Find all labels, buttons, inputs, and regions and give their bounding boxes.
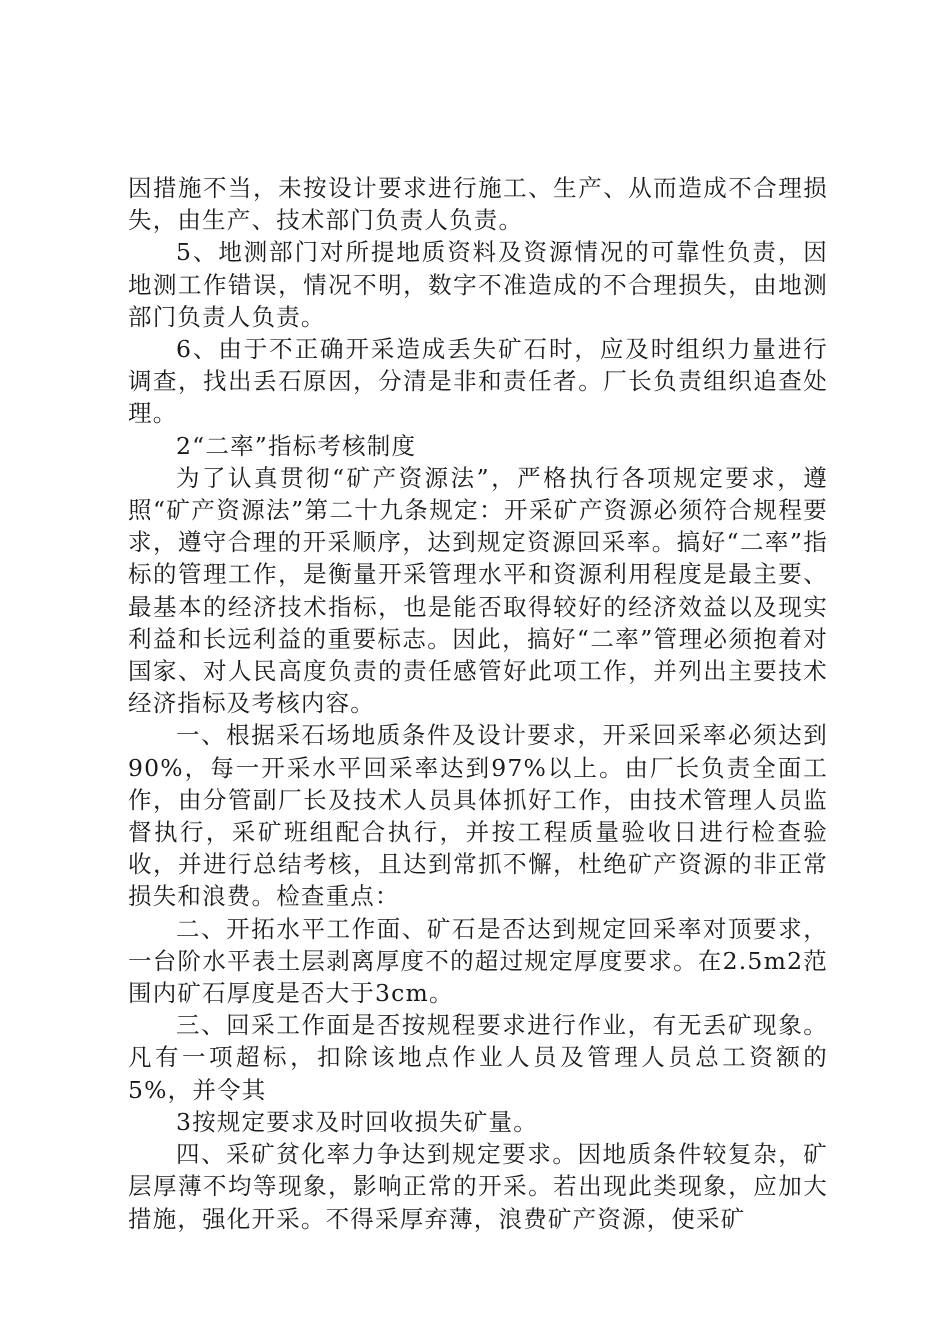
- document-body: [128, 172, 828, 1235]
- paragraph-item-5: 5、地测部门对所提地质资料及资源情况的可靠性负责，因地测工作错误，情况不明，数字不准造成的不合理损失，由地测部门负责人负责。: [128, 238, 828, 331]
- section-heading: 2“二率”指标考核制度: [176, 431, 417, 460]
- paragraph-point-4: 四、采矿贫化率力争达到规定要求。因地质条件较复杂，矿层厚薄不均等现象，影响正常的开采。若出现此类现象，应加大措施，强化开采。不得采厚弃薄，浪费矿产资源，使采矿: [128, 1140, 828, 1233]
- paragraph-point-1: 一、根据采石场地质条件及设计要求，开采回采率必须达到90%，每一开采水平回采率达到97%以上。由厂长负责全面工作，由分管副厂长及技术人员具体抓好工作，由技术管理人员监督执行，采矿班组配合执行，并按工程质量验收日进行检查验收，并进行总结考核，且达到常抓不懈，杜绝矿产资源的非正常损失和浪费。检查重点：: [128, 721, 828, 911]
- paragraph-recovery: 3按规定要求及时回收损失矿量。: [176, 1107, 538, 1136]
- paragraph-point-3: 三、回采工作面是否按规程要求进行作业，有无丢矿现象。凡有一项超标，扣除该地点作业人员及管理人员总工资额的5%，并令其: [128, 1011, 828, 1104]
- paragraph-point-2: 二、开拓水平工作面、矿石是否达到规定回采率对顶要求，一台阶水平表土层剥离厚度不的超过规定厚度要求。在2.5m2范围内矿石厚度是否大于3cm。: [128, 914, 828, 1008]
- paragraph-intro: 为了认真贯彻“矿产资源法”，严格执行各项规定要求，遵照“矿产资源法”第二十九条规定：开采矿产资源必须符合规程要求，遵守合理的开采顺序，达到规定资源回采率。搞好“二率”指标的管理工作，是衡量开采管理水平和资源利用程度是最主要、最基本的经济技术指标，也是能否取得较好的经济效益以及现实利益和长远利益的重要标志。因此，搞好“二率”管理必须抱着对国家、对人民高度负责的责任感管好此项工作，并列出主要技术经济指标及考核内容。: [128, 463, 828, 718]
- paragraph-item-6: 6、由于不正确开采造成丢失矿石时，应及时组织力量进行调查，找出丢石原因，分清是非和责任者。厂长负责组织追查处理。: [128, 335, 828, 428]
- paragraph-loss-responsibility: 因措施不当，未按设计要求进行施工、生产、从而造成不合理损失，由生产、技术部门负责人负责。: [128, 174, 828, 235]
